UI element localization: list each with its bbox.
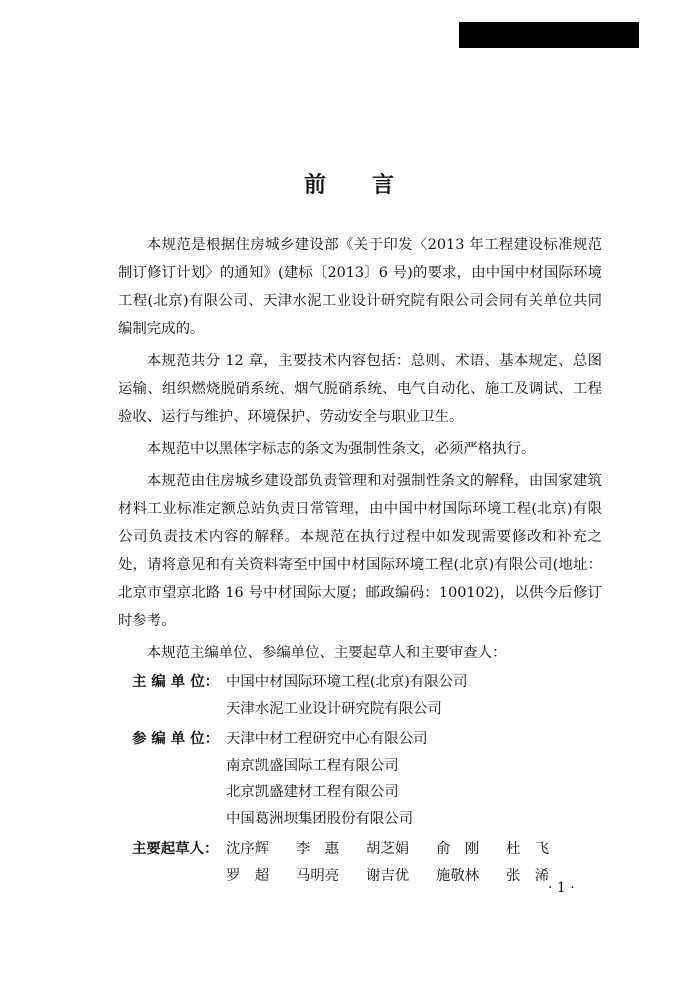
drafter-name: 俞 刚	[436, 841, 480, 857]
drafter-name: 罗 超	[226, 867, 270, 884]
participant-row	[118, 726, 602, 832]
drafter-name: 谢吉优	[366, 867, 410, 884]
paragraph: 本规范是根据住房城乡建设部《关于印发〈2013 年工程建设标准规范制订修订计划〉的通知》(建标〔2013〕6 号)的要求，由中国中材国际环境工程(北京)有限公司、天津水泥工业设计研究院有限公司会同有关单位共同编制完成的。	[118, 237, 602, 337]
chief-editor-row	[118, 669, 602, 722]
chief-editor-label: 主 编 单 位：	[132, 674, 219, 690]
unit-list	[118, 669, 602, 889]
page-title	[0, 168, 700, 199]
drafter-name: 胡芝娟	[366, 841, 410, 857]
title-char-1: 前	[303, 173, 328, 198]
drafter-name: 沈序辉	[226, 841, 270, 857]
drafter-row	[118, 836, 602, 889]
drafter-label: 主要起草人：	[132, 841, 219, 857]
title-char-2: 言	[372, 173, 397, 198]
drafter-name: 李 惠	[296, 841, 340, 857]
chief-editor-unit: 中国中材国际环境工程(北京)有限公司	[226, 674, 468, 690]
drafter-name: 施敬林	[436, 867, 480, 884]
page-number: · 1 ·	[548, 880, 575, 896]
paragraph: 本规范主编单位、参编单位、主要起草人和主要审查人：	[146, 645, 507, 661]
paragraph: 本规范中以黑体字标志的条文为强制性条文，必须严格执行。	[146, 441, 536, 457]
participant-unit: 中国葛洲坝集团股份有限公司	[226, 810, 414, 827]
redaction-bar	[459, 22, 639, 48]
preface-body	[118, 231, 602, 671]
participant-label: 参 编 单 位：	[132, 731, 219, 747]
drafter-name: 马明亮	[296, 867, 340, 884]
drafter-name: 杜 飞	[506, 841, 550, 857]
participant-unit: 北京凯盛建材工程有限公司	[226, 784, 399, 800]
participant-unit: 南京凯盛国际工程有限公司	[226, 757, 399, 774]
paragraph: 本规范共分 12 章，主要技术内容包括：总则、术语、基本规定、总图运输、组织燃烧脱硝系统、烟气脱硝系统、电气自动化、施工及调试、工程验收、运行与维护、环境保护、劳动安全与职业卫生。	[118, 353, 602, 425]
participant-unit: 天津中材工程研究中心有限公司	[226, 731, 428, 747]
chief-editor-unit: 天津水泥工业设计研究院有限公司	[226, 700, 442, 717]
paragraph: 本规范由住房城乡建设部负责管理和对强制性条文的解释，由国家建筑材料工业标准定额总站负责日常管理，由中国中材国际环境工程(北京)有限公司负责技术内容的解释。本规范在执行过程中如发现需要修改和补充之处，请将意见和有关资料寄至中国中材国际环境工程(北京)有限公司(地址：北京市望京北路 16 号中材国际大厦；邮政编码：100102)，以供今后修订时参考。	[118, 473, 602, 629]
drafter-name: 张 浠	[506, 867, 550, 884]
